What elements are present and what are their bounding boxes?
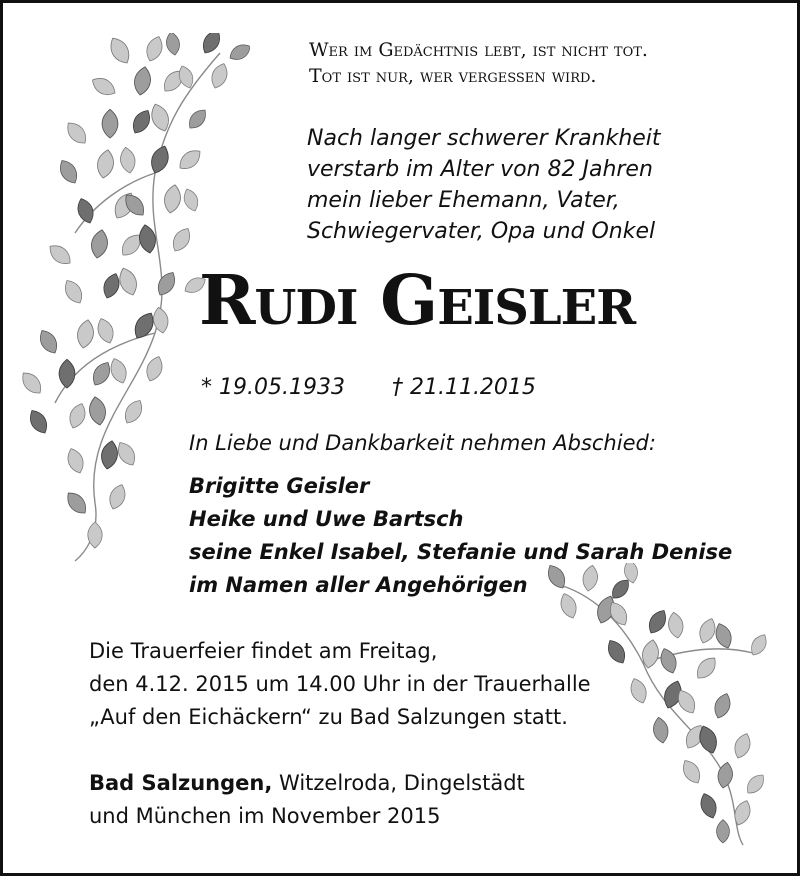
intro-line: Nach langer schwerer Krankheit xyxy=(307,126,661,151)
ivy-leaf xyxy=(154,269,179,299)
ivy-leaf xyxy=(64,446,86,475)
ivy-leaf xyxy=(227,41,250,64)
ivy-leaf xyxy=(169,225,194,255)
ivy-leaf xyxy=(143,354,165,383)
ivy-leaf xyxy=(693,653,721,682)
ivy-leaf xyxy=(59,359,75,388)
ivy-leaf xyxy=(165,33,182,56)
funeral-line: „Auf den Eichäckern“ zu Bad Salzungen statt. xyxy=(89,705,568,729)
ivy-leaf xyxy=(94,316,116,345)
ivy-leaf xyxy=(106,34,134,67)
ivy-leaf xyxy=(208,61,230,90)
birth-date: * 19.05.1933 xyxy=(201,375,345,400)
intro-text xyxy=(307,123,787,247)
ivy-leaf xyxy=(731,731,753,760)
funeral-line: Die Trauerfeier findet am Freitag, xyxy=(89,639,438,663)
funeral-details xyxy=(89,635,591,734)
life-dates xyxy=(201,373,536,403)
intro-line: Schwiegervater, Opa und Onkel xyxy=(307,219,656,244)
ivy-leaf xyxy=(747,632,770,659)
intro-line: mein lieber Ehemann, Vater, xyxy=(307,188,620,213)
ivy-leaf xyxy=(116,265,141,297)
funeral-line: den 4.12. 2015 um 14.00 Uhr in der Trauerhalle xyxy=(89,672,591,696)
ivy-leaf xyxy=(711,691,733,720)
place-rest: Witzelroda, Dingelstädt xyxy=(279,771,525,795)
ivy-leaf xyxy=(679,757,704,787)
ivy-leaf xyxy=(87,395,107,426)
mourner-line: seine Enkel Isabel, Stefanie und Sarah Denise xyxy=(189,540,733,564)
ivy-leaf xyxy=(657,646,679,675)
ivy-leaf xyxy=(36,327,61,357)
ivy-leaf xyxy=(604,637,629,667)
ivy-leaf xyxy=(651,716,670,744)
ivy-leaf xyxy=(99,439,119,470)
ivy-leaf xyxy=(118,146,137,174)
ivy-leaf xyxy=(107,356,129,385)
ivy-leaf xyxy=(56,157,81,187)
ivy-leaf xyxy=(75,318,95,349)
ivy-leaf xyxy=(89,359,114,389)
ivy-leaf xyxy=(697,791,719,820)
mourner-line: Heike und Uwe Bartsch xyxy=(189,507,464,531)
ivy-leaf xyxy=(175,146,204,174)
ivy-leaf xyxy=(102,109,118,138)
ivy-leaf xyxy=(712,621,734,650)
ivy-leaf xyxy=(143,34,165,63)
ivy-leaf xyxy=(129,107,154,137)
ivy-leaf xyxy=(181,187,201,213)
ivy-leaf xyxy=(89,228,109,259)
ivy-leaf xyxy=(151,306,170,334)
ivy-leaf xyxy=(121,397,146,427)
ivy-leaf xyxy=(61,277,86,307)
ivy-leaf xyxy=(717,820,730,843)
place-primary: Bad Salzungen, xyxy=(89,771,273,795)
motto-line-1: Wer im Gedächtnis lebt, ist nicht tot. xyxy=(309,39,648,61)
place-line-1 xyxy=(89,767,525,800)
ivy-leaf xyxy=(106,482,128,511)
farewell-text: In Liebe und Dankbarkeit nehmen Abschied: xyxy=(189,431,656,455)
ivy-leaf xyxy=(26,407,51,437)
ivy-leaf xyxy=(743,771,768,797)
place-and-date xyxy=(89,767,525,833)
mourner-line: Brigitte Geisler xyxy=(189,474,370,498)
ivy-leaf xyxy=(666,611,685,639)
ivy-leaf xyxy=(89,74,119,99)
place-line-2: und München im November 2015 xyxy=(89,804,441,828)
ivy-leaf xyxy=(18,368,46,397)
death-date: † 21.11.2015 xyxy=(391,375,536,400)
ivy-leaf xyxy=(45,241,74,269)
ivy-leaf xyxy=(63,488,91,517)
ivy-leaf xyxy=(185,106,210,132)
mourner-line: im Namen aller Angehörigen xyxy=(189,573,528,597)
ivy-leaf xyxy=(148,143,173,175)
deceased-name: Rudi Geisler xyxy=(199,261,636,341)
ivy-leaf xyxy=(199,33,224,57)
ivy-leaf xyxy=(627,676,649,705)
ivy-leaf xyxy=(63,118,91,147)
ivy-leaf xyxy=(696,616,718,645)
ivy-leaf xyxy=(162,183,182,214)
ivy-leaf xyxy=(100,271,122,300)
ivy-leaf xyxy=(88,522,102,548)
ivy-leaf xyxy=(66,401,88,430)
ivy-leaf xyxy=(132,65,152,96)
motto-verse xyxy=(309,37,779,89)
ivy-leaf xyxy=(95,148,115,179)
motto-line-2: Tot ist nur, wer vergessen wird. xyxy=(309,65,597,87)
ivy-leaf xyxy=(645,607,670,637)
intro-line: verstarb im Alter von 82 Jahren xyxy=(307,157,653,182)
mourners-list xyxy=(189,470,732,602)
